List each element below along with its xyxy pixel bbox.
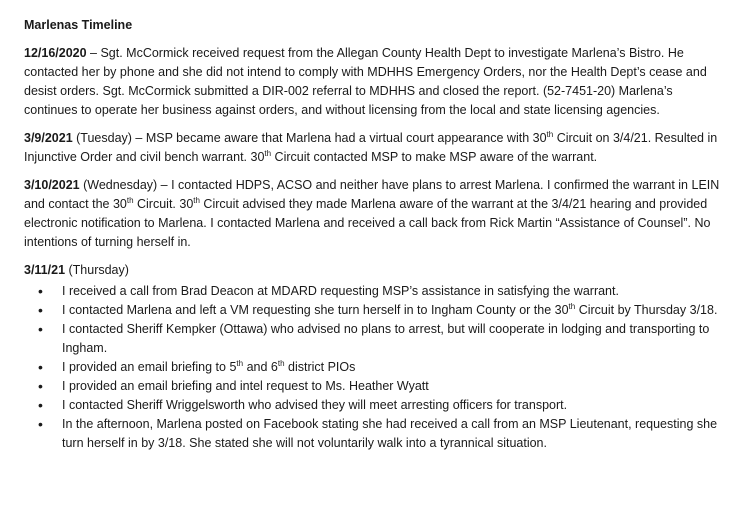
list-item-text: I contacted Sheriff Wriggelsworth who advised they will meet arresting officers for transport.	[62, 398, 568, 412]
ordinal-suffix: th	[126, 195, 134, 205]
entry-date: 3/9/2021	[24, 131, 73, 145]
ordinal-suffix: th	[546, 129, 554, 139]
list-item	[24, 282, 729, 301]
list-item-text: and 6	[243, 360, 278, 374]
ordinal-suffix: th	[568, 301, 576, 311]
entry-text: Circuit contacted MSP to make MSP aware of the warrant.	[271, 150, 598, 164]
entry-text: Circuit advised they made Marlena aware of the warrant at the 3/4/21 hearing and provided electronic notification to Marlena. I contacted Marlena and received a call back from Rick Martin “Assistance of Counsel”. No intentions of turning herself in.	[24, 197, 711, 249]
list-item-text: I provided an email briefing and intel request to Ms. Heather Wyatt	[62, 379, 429, 393]
entry-text: (Thursday)	[65, 263, 129, 277]
entry-date: 12/16/2020	[24, 46, 87, 60]
document-page	[24, 16, 729, 462]
ordinal-suffix: th	[277, 358, 285, 368]
entry-date: 3/11/21	[24, 263, 66, 277]
ordinal-suffix: th	[193, 195, 200, 205]
list-item	[24, 358, 729, 377]
list-item	[24, 320, 729, 358]
timeline-entry	[24, 176, 729, 252]
ordinal-suffix: th	[264, 148, 272, 158]
bullet-list	[24, 282, 729, 453]
entry-text: – Sgt. McCormick received request from the Allegan County Health Dept to investigate Marlena’s Bistro. He contacted her by phone and she did not intend to comply with MDHHS Emergency Orders, nor the Health Dept’s cease and desist orders. Sgt. McCormick submitted a DIR-002 referral to MDHHS and closed the report. (52-7451-20) Marlena’s continues to operate her business against orders, and without licensing from the local and state licensing agencies.	[24, 46, 707, 117]
list-item-text: I provided an email briefing to 5	[62, 360, 237, 374]
timeline-entry	[24, 261, 729, 453]
list-item-text: In the afternoon, Marlena posted on Facebook stating she had received a call from an MSP Lieutenant, requesting she turn herself in by 3/18. She stated she will not voluntarily walk into a tyrannical situation.	[62, 417, 718, 450]
entry-date: 3/10/2021	[24, 178, 80, 192]
list-item	[24, 377, 729, 396]
timeline-entry	[24, 129, 729, 167]
list-item	[24, 415, 729, 453]
list-item-text: I contacted Marlena and left a VM requesting she turn herself in to Ingham County or the 30	[62, 303, 569, 317]
document-title: Marlenas Timeline	[24, 18, 133, 32]
entry-text: (Tuesday) – MSP became aware that Marlena had a virtual court appearance with 30	[72, 131, 547, 145]
timeline-entry	[24, 44, 729, 120]
list-item-text: district PIOs	[284, 360, 356, 374]
list-item	[24, 301, 729, 320]
list-item-text: I contacted Sheriff Kempker (Ottawa) who advised no plans to arrest, but will cooperate in lodging and transporting to Ingham.	[62, 322, 710, 355]
entry-text: Circuit on 3/4/21. Resulted in Injunctive Order and civil bench warrant. 30	[24, 131, 718, 164]
entry-text: Circuit. 30	[133, 197, 194, 211]
list-item-text: Circuit by Thursday 3/18.	[575, 303, 718, 317]
list-item	[24, 396, 729, 415]
list-item-text: I received a call from Brad Deacon at MDARD requesting MSP’s assistance in satisfying the warrant.	[62, 284, 619, 298]
entry-text: (Wednesday) – I contacted HDPS, ACSO and neither have plans to arrest Marlena. I confirmed the warrant in LEIN and contact the 30	[24, 178, 720, 211]
ordinal-suffix: th	[236, 358, 244, 368]
